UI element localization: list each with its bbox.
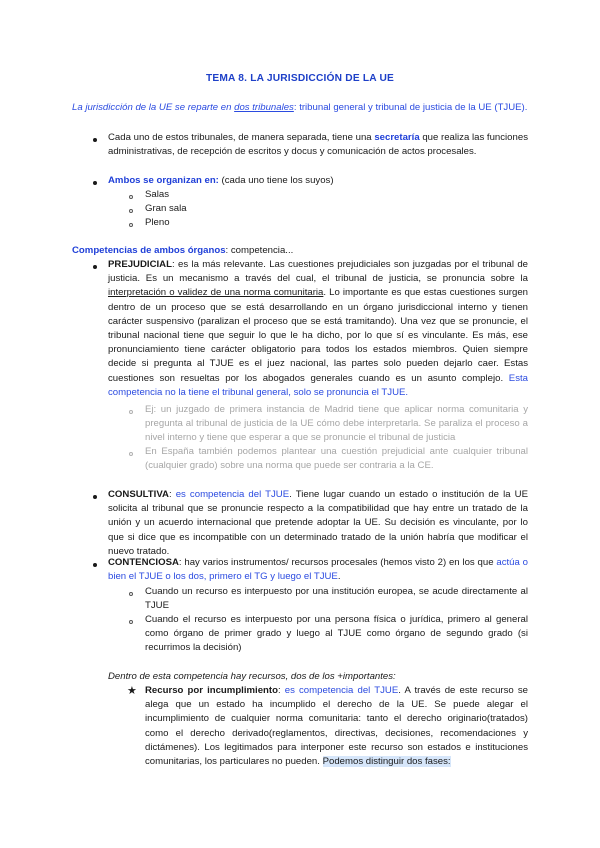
organizacion-text: (cada uno tiene los suyos) [218,175,334,186]
bullet-dot-icon [93,181,97,185]
secretaria-keyword: secretaría [374,132,420,143]
bullet-dot-icon [93,495,97,499]
sub-bullet-icon [129,195,133,199]
secretaria-text-1: Cada uno de estos tribunales, de manera separada, tiene una [108,132,375,143]
contenciosa-text-2: . [337,571,341,583]
consultiva-text-0: : [168,489,176,500]
prejudicial-paragraph [108,258,528,400]
recurso-highlight: Podemos distinguir dos fases: [322,756,451,768]
recurso-text-0: : [277,685,285,696]
recurso-text-1: . A través de este recurso se alega que un estado ha incumplido el derecho de la UE. Se puede alegar el incumplimiento de cualquier norma comunitaria: tanto el derecho originario(tratados) como el derecho derivado(reglamentos, directivas, decisiones, recomendaciones y dictámenes). Los legitimados para interponer este recurso son estados e instituciones comunitarias, los particulares no pueden. [145,685,528,768]
intro-paragraph [72,101,532,115]
contenciosa-paragraph [108,556,528,584]
consultiva-note: es competencia del TJUE [175,489,290,500]
prejudicial-example: Ej: un juzgado de primera instancia de Madrid tiene que aplicar norma comunitaria y pregunta al tribunal de justicia de la UE cómo debe interpretarla. Se paraliza el proceso a nivel interno y tiene que esperar a que se pronuncie el tribunal de justicia [145,404,528,444]
sub-bullet-icon [129,592,133,596]
recurso-label: Recurso por incumplimiento [145,685,278,696]
prejudicial-note: Esta competencia no la tiene el tribunal general, solo se pronuncia el TJUE. [108,372,528,398]
prejudicial-text-2: . Lo importante es que estas cuestiones surgen dentro de un proceso que se está desarrollando en un órgano jurisdiccional interno y tienen carácter suspensivo (paralizan el proceso que se está tramitando). Una vez que se pronuncie, el tribunal nacional tiene que seguir lo que le ha dicho, por lo que sí es vinculante. Es más, ese pronunciamiento tiene carácter obligatorio para todos los estados miembros. Quien siempre decide si pregunta al TJUE es el juez nacional, las partes solo pueden dejarlo caer. Estas cuestiones son resueltas por los abogados generales cuando es un asunto complejo. [108,287,528,384]
secretaria-text-2: que realiza las funciones administrativas, de recepción de escritos y docus y comunicación de actos procesales. [108,132,528,158]
competencias-label: Competencias de ambos órganos [72,245,226,256]
sub-bullet-icon [129,209,133,213]
prejudicial-spain-note: En España también podemos plantear una cuestión prejudicial ante cualquier tribunal (cualquier grado) sobre una norma que puede ser contraria a la CE. [145,446,528,472]
contenciosa-sub-1: Cuando un recurso es interpuesto por una institución europea, se acude directamente al TJUE [145,586,528,612]
list-item-pleno: Pleno [145,217,170,228]
contenciosa-note: actúa o bien el TJUE o los dos, primero el TG y luego el TJUE [108,557,528,583]
sub-bullet-icon [129,452,133,456]
page-title: TEMA 8. LA JURISDICCIÓN DE LA UE [205,73,395,84]
sub-bullet-icon [129,223,133,227]
consultiva-text-1: . Tiene lugar cuando un estado o institución de la UE solicita al tribunal que se pronuncie respecto a la compatibilidad que hay entre un tratado de la unión y un acuerdo internacional que pretende adoptar la UE. Su decisión es vinculante, por lo que si dice que es incompatible con un determinado tratado de la unión habría que modificar el nuevo tratado. [108,489,528,557]
list-item-gran-sala: Gran sala [145,203,187,214]
organizacion-paragraph [108,174,528,188]
consultiva-label: CONSULTIVA [108,489,169,500]
list-item-salas: Salas [145,189,169,200]
star-bullet-icon: ★ [127,685,137,697]
intro-text-1: La jurisdicción de la UE se reparte en [72,102,235,113]
intro-text-2: : tribunal general y tribunal de justicia de la UE (TJUE). [293,102,528,113]
prejudicial-label: PREJUDICIAL [108,259,172,270]
competencias-text: : competencia... [225,245,294,256]
secretaria-paragraph [108,131,528,159]
prejudicial-text-1: : es la más relevante. Las cuestiones prejudiciales son juzgadas por el tribunal de justicia. Es un mecanismo a través del cual, el tribunal de justicia, se pronuncia sobre la [108,259,528,285]
competencias-heading [72,244,532,258]
organizacion-label: Ambos se organizan en: [108,175,219,186]
bullet-dot-icon [93,138,97,142]
contenciosa-label: CONTENCIOSA [108,557,179,568]
bullet-dot-icon [93,563,97,567]
contenciosa-sub-2: Cuando el recurso es interpuesto por una persona física o jurídica, primero al general como órgano de primer grado y luego al TJUE como órgano de segundo grado (si recurrimos la decisión) [145,614,528,654]
recurso-incumplimiento-paragraph [145,684,528,769]
contenciosa-text-1: : hay varios instrumentos/ recursos procesales (hemos visto 2) en los que [178,557,497,568]
recursos-intro: Dentro de esta competencia hay recursos, dos de los +importantes: [108,671,396,682]
recurso-note: es competencia del TJUE [284,685,399,696]
intro-text-underlined: dos tribunales [234,102,294,113]
consultiva-paragraph [108,488,528,559]
sub-bullet-icon [129,620,133,624]
sub-bullet-icon [129,410,133,414]
prejudicial-underlined: interpretación o validez de una norma comunitaria [108,287,324,299]
bullet-dot-icon [93,265,97,269]
